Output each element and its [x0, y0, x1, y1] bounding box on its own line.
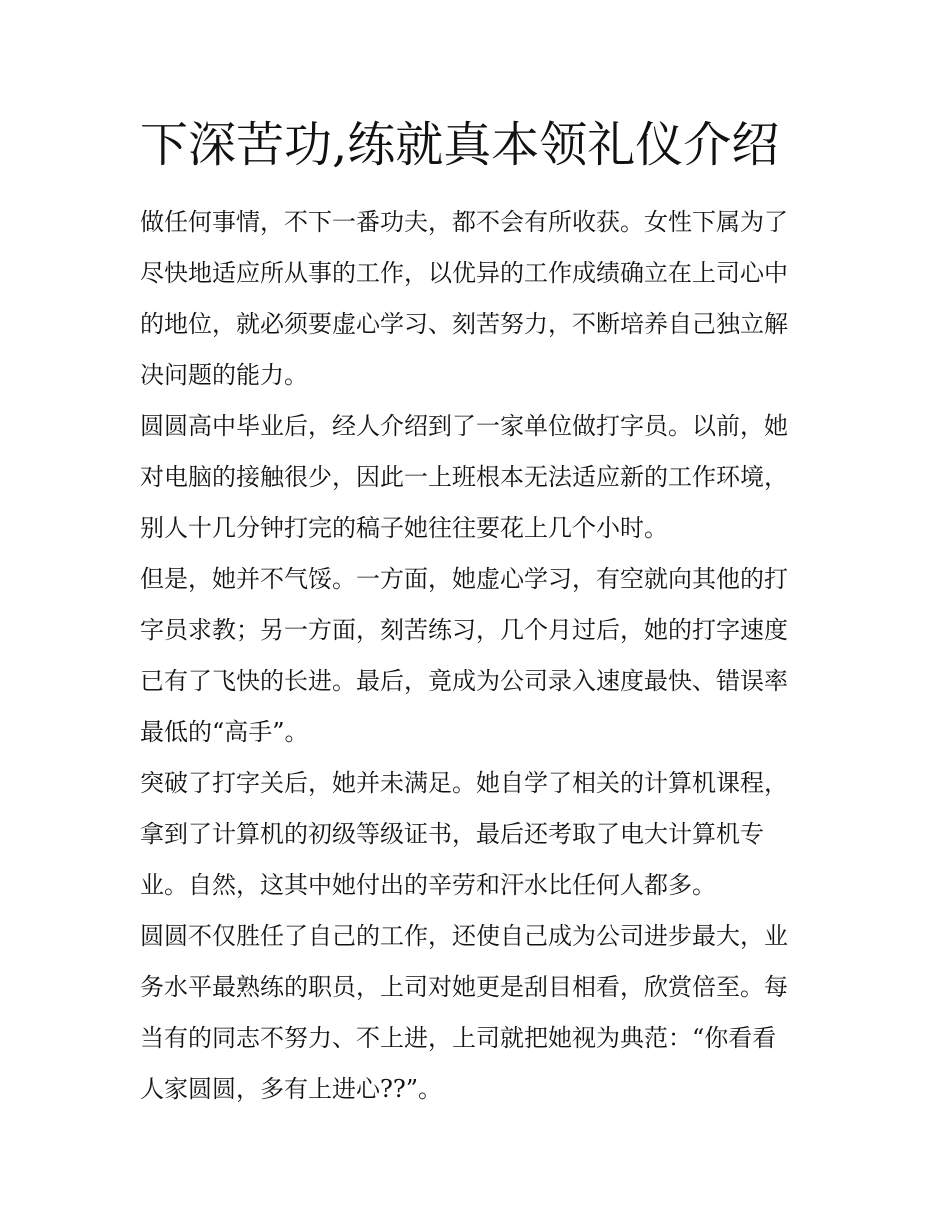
text-line: 当有的同志不努力、不上进，上司就把她视为典范：“你看看 [140, 1024, 777, 1052]
text-line: 拿到了计算机的初级等级证书，最后还考取了电大计算机专 [140, 820, 764, 848]
text-line: 业。自然，这其中她付出的辛劳和汗水比任何人都多。 [140, 871, 716, 899]
text-line: 圆圆高中毕业后，经人介绍到了一家单位做打字员。以前，她 [140, 412, 788, 440]
text-line: 圆圆不仅胜任了自己的工作，还使自己成为公司进步最大，业 [140, 922, 788, 950]
paragraph [140, 401, 812, 554]
document-title: 下深苦功,练就真本领礼仪介绍 [140, 117, 780, 173]
text-line: 人家圆圆，多有上进心??”。 [140, 1075, 443, 1103]
paragraph [140, 197, 812, 401]
text-line: 字员求教；另一方面，刻苦练习，几个月过后，她的打字速度 [140, 616, 788, 644]
text-line: 做任何事情，不下一番功夫，都不会有所收获。女性下属为了 [140, 208, 788, 236]
text-line: 但是，她并不气馁。一方面，她虚心学习，有空就向其他的打 [140, 565, 788, 593]
paragraph [140, 554, 812, 758]
text-line: 已有了飞快的长进。最后，竟成为公司录入速度最快、错误率 [140, 667, 788, 695]
text-line: 决问题的能力。 [140, 361, 308, 389]
paragraph [140, 911, 812, 1115]
text-line: 尽快地适应所从事的工作，以优异的工作成绩确立在上司心中 [140, 259, 788, 287]
paragraph [140, 758, 812, 911]
text-line: 对电脑的接触很少，因此一上班根本无法适应新的工作环境， [140, 463, 788, 491]
text-line: 别人十几分钟打完的稿子她往往要花上几个小时。 [140, 514, 668, 542]
text-line: 的地位，就必须要虚心学习、刻苦努力，不断培养自己独立解 [140, 310, 788, 338]
document-body [140, 197, 812, 1115]
text-line: 务水平最熟练的职员，上司对她更是刮目相看，欣赏倍至。每 [140, 973, 788, 1001]
text-line: 最低的“高手”。 [140, 718, 309, 746]
text-line: 突破了打字关后，她并未满足。她自学了相关的计算机课程， [140, 769, 788, 797]
